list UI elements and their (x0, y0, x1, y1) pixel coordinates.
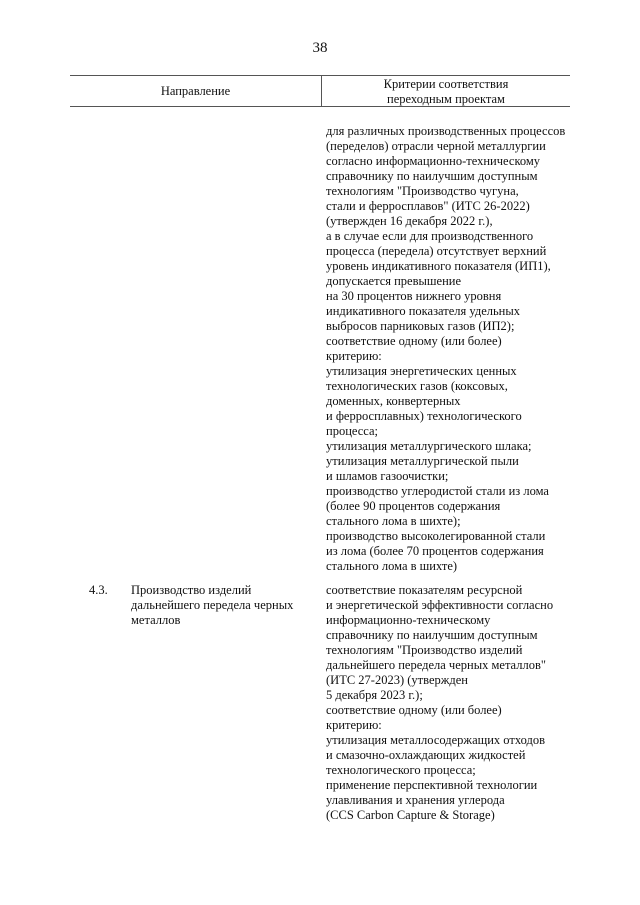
row-criteria: соответствие показателям ресурсной и энергетической эффективности согласно информационно-техническому справочнику по наилучшим доступным технологиям "Производство изделий дальнейшего передела черных металлов" (ИТС 27-2023) (утвержден 5 декабря 2023 г.); соответствие одному (или более) критерию: утилизация металлосодержащих отходов и смазочно-охлаждающих жидкостей технологического процесса; применение перспективной технологии улавливания и хранения углерода (CCS Carbon Capture & Storage) (326, 583, 554, 822)
page-number: 38 (312, 40, 328, 56)
row-number: 4.3. (89, 583, 108, 597)
header-criteria: Критерии соответствия переходным проектам (383, 77, 509, 106)
table-top-rule (70, 75, 570, 76)
row-direction: Производство изделий дальнейшего передела черных металлов (131, 583, 294, 627)
table-header-bottom-rule (70, 106, 570, 107)
continuation-criteria-text: для различных производственных процессов (переделов) отрасли черной металлургии согласно информационно-техническому справочнику по наилучшим доступным технологиям "Производство чугуна, стали и ферросплавов" (ИТС 26-2022) (утвержден 16 декабря 2022 г.), а в случае если для производственного процесса (передела) отсутствует верхний уровень индикативного показателя (ИП1), допускается превышение на 30 процентов нижнего уровня индикативного показателя удельных выбросов парниковых газов (ИП2); соответствие одному (или более) критерию: утилизация энергетических ценных технологических газов (коксовых, доменных, конвертерных и ферросплавных) технологического процесса; утилизация металлургического шлака; утилизация металлургической пыли и шламов газоочистки; производство углеродистой стали из лома (более 90 процентов содержания стального лома в шихте); производство высоколегированной стали из лома (более 70 процентов содержания стального лома в шихте) (326, 124, 566, 573)
header-direction: Направление (160, 84, 231, 98)
